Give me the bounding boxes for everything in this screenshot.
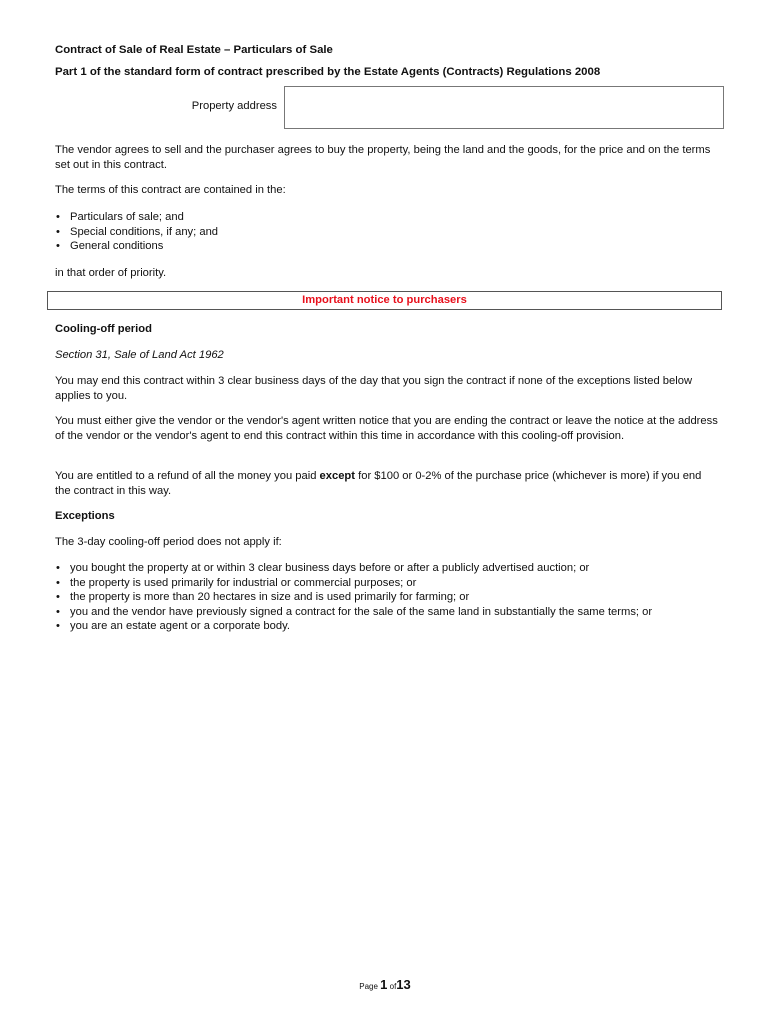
- property-address-field[interactable]: [284, 86, 724, 129]
- property-address-label: Property address: [191, 100, 277, 112]
- document-title: Contract of Sale of Real Estate – Particulars of Sale: [55, 44, 333, 56]
- cooling-off-heading: Cooling-off period: [55, 323, 152, 335]
- terms-list: [55, 210, 720, 254]
- cooling-off-paragraph-1: You may end this contract within 3 clear business days of the day that you sign the contract if none of the exceptions listed below applies to you.: [55, 375, 693, 402]
- cooling-off-section-ref: Section 31, Sale of Land Act 1962: [55, 349, 224, 361]
- document-subtitle: Part 1 of the standard form of contract prescribed by the Estate Agents (Contracts) Regulations 2008: [55, 66, 601, 78]
- refund-text-end: for $100 or 0-2% of the purchase price (whichever is more) if you end the contract in this way.: [55, 470, 702, 497]
- exceptions-heading: Exceptions: [55, 510, 115, 522]
- total-pages: 13: [396, 977, 411, 992]
- page-footer: [0, 977, 770, 992]
- list-item: • you and the vendor have previously signed a contract for the sale of the same land in substantially the same terms; or: [55, 605, 720, 620]
- list-item: • you bought the property at or within 3 clear business days before or after a publicly advertised auction; or: [55, 561, 720, 576]
- refund-paragraph: [55, 469, 720, 498]
- intro-paragraph: The vendor agrees to sell and the purchaser agrees to buy the property, being the land and the goods, for the price and on the terms set out in this contract.: [55, 144, 711, 171]
- terms-outro: in that order of priority.: [55, 267, 167, 279]
- list-item: • the property is used primarily for industrial or commercial purposes; or: [55, 576, 720, 591]
- list-item: • you are an estate agent or a corporate body.: [55, 619, 720, 634]
- list-item: • Particulars of sale; and: [55, 210, 720, 225]
- important-notice-banner: Important notice to purchasers: [47, 291, 722, 310]
- page-word: Page: [359, 982, 378, 991]
- refund-except-emphasis: except: [319, 470, 355, 482]
- of-word: of: [389, 982, 397, 991]
- terms-intro: The terms of this contract are contained in the:: [55, 184, 286, 196]
- list-item: • Special conditions, if any; and: [55, 225, 720, 240]
- cooling-off-paragraph-2: You must either give the vendor or the vendor's agent written notice that you are ending the contract or leave the notice at the address of the vendor or the vendor's agent to end this contract within this time in accordance with this cooling-off provision.: [55, 415, 718, 442]
- exceptions-intro: The 3-day cooling-off period does not apply if:: [55, 536, 282, 548]
- page-number: 1: [380, 977, 388, 992]
- list-item: • the property is more than 20 hectares in size and is used primarily for farming; or: [55, 590, 720, 605]
- refund-text-start: You are entitled to a refund of all the money you paid: [55, 470, 320, 482]
- exceptions-list: [55, 561, 720, 634]
- list-item: • General conditions: [55, 239, 720, 254]
